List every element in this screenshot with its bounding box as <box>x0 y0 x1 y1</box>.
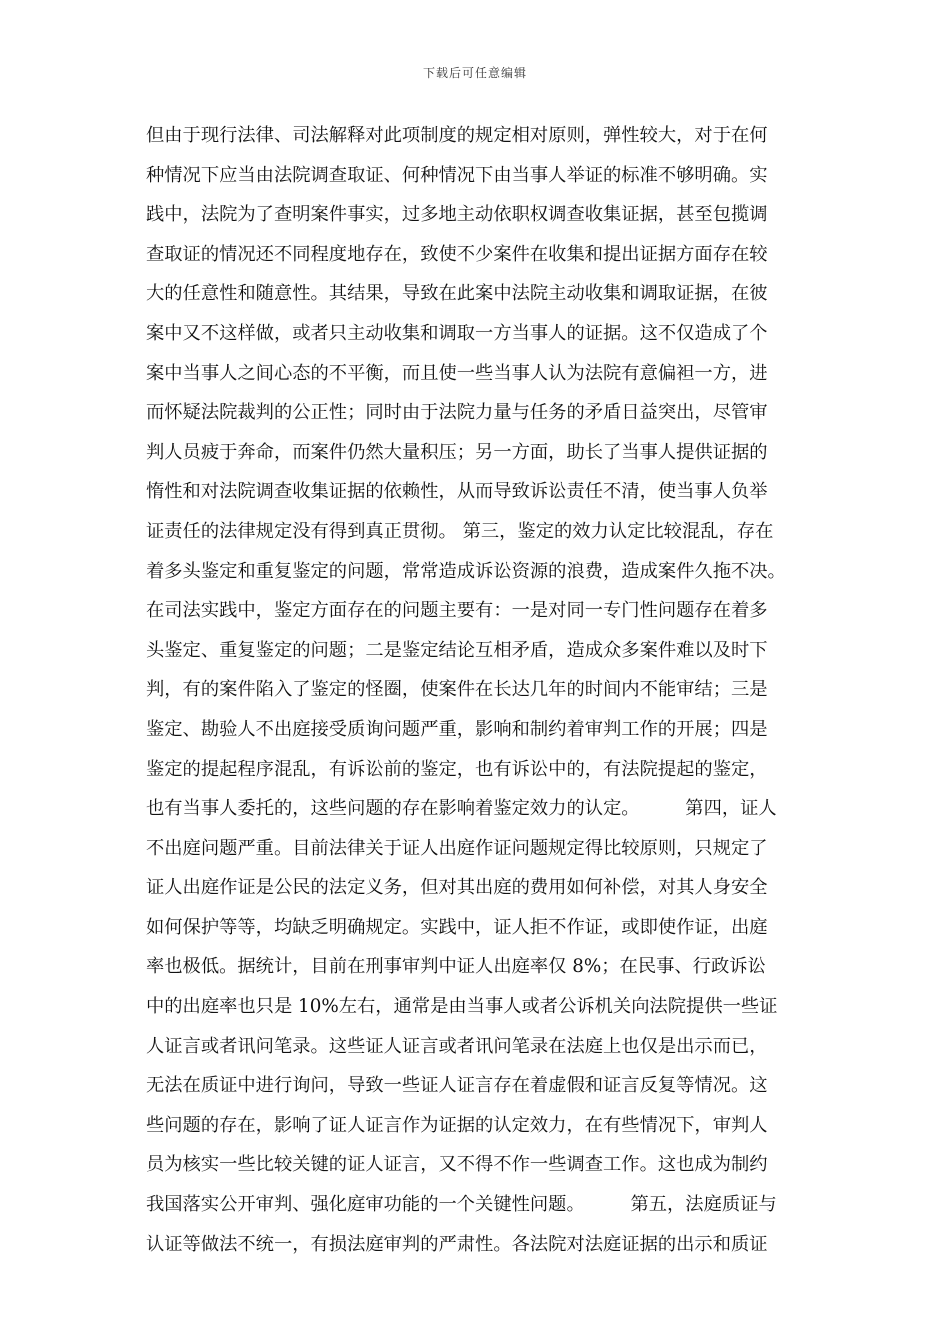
document-body <box>146 116 806 1264</box>
text-line: 案中当事人之间心态的不平衡，而且使一些当事人认为法院有意偏袒一方，进 <box>146 362 768 384</box>
text-line: 查取证的情况还不同程度地存在，致使不少案件在收集和提出证据方面存在较 <box>146 243 768 265</box>
text-line: 也有当事人委托的，这些问题的存在影响着鉴定效力的认定。 第四，证人 <box>146 798 777 820</box>
text-line: 证人出庭作证是公民的法定义务，但对其出庭的费用如何补偿，对其人身安全 <box>146 877 768 899</box>
text-line: 不出庭问题严重。目前法律关于证人出庭作证问题规定得比较原则，只规定了 <box>146 837 768 859</box>
text-line: 如何保护等等，均缺乏明确规定。实践中，证人拒不作证，或即使作证，出庭 <box>146 916 768 938</box>
text-line: 判人员疲于奔命，而案件仍然大量积压；另一方面，助长了当事人提供证据的 <box>146 441 768 463</box>
text-line: 鉴定、勘验人不出庭接受质询问题严重，影响和制约着审判工作的开展；四是 <box>146 718 768 740</box>
text-line: 员为核实一些比较关键的证人证言，又不得不作一些调查工作。这也成为制约 <box>146 1154 768 1176</box>
text-line: 在司法实践中，鉴定方面存在的问题主要有：一是对同一专门性问题存在着多 <box>146 600 768 622</box>
text-line: 头鉴定、重复鉴定的问题；二是鉴定结论互相矛盾，造成众多案件难以及时下 <box>146 639 768 661</box>
text-line: 种情况下应当由法院调查取证、何种情况下由当事人举证的标准不够明确。实 <box>146 164 768 186</box>
text-line: 率也极低。据统计，目前在刑事审判中证人出庭率仅 8%；在民事、行政诉讼 <box>146 956 766 978</box>
text-line: 而怀疑法院裁判的公正性；同时由于法院力量与任务的矛盾日益突出，尽管审 <box>146 402 768 424</box>
text-line: 无法在质证中进行询问，导致一些证人证言存在着虚假和证言反复等情况。这 <box>146 1075 768 1097</box>
text-line: 人证言或者讯问笔录。这些证人证言或者讯问笔录在法庭上也仅是出示而已， <box>146 1035 768 1057</box>
text-line: 认证等做法不统一，有损法庭审判的严肃性。各法院对法庭证据的出示和质证 <box>146 1233 768 1255</box>
text-line: 着多头鉴定和重复鉴定的问题，常常造成诉讼资源的浪费，造成案件久拖不决。 <box>146 560 786 582</box>
text-line: 判，有的案件陷入了鉴定的怪圈，使案件在长达几年的时间内不能审结；三是 <box>146 679 768 701</box>
text-line: 证责任的法律规定没有得到真正贯彻。 第三，鉴定的效力认定比较混乱，存在 <box>146 520 774 542</box>
text-line: 惰性和对法院调查收集证据的依赖性，从而导致诉讼责任不清，使当事人负举 <box>146 481 768 503</box>
text-line: 践中，法院为了查明案件事实，过多地主动依职权调查收集证据，甚至包揽调 <box>146 204 768 226</box>
text-line: 些问题的存在，影响了证人证言作为证据的认定效力，在有些情况下，审判人 <box>146 1114 768 1136</box>
text-line: 我国落实公开审判、强化庭审功能的一个关键性问题。 第五，法庭质证与 <box>146 1194 777 1216</box>
text-line: 大的任意性和随意性。其结果，导致在此案中法院主动收集和调取证据，在彼 <box>146 283 768 305</box>
page-header: 下载后可任意编辑 <box>422 66 527 80</box>
text-line: 中的出庭率也只是 10%左右，通常是由当事人或者公诉机关向法院提供一些证 <box>146 996 778 1018</box>
text-line: 但由于现行法律、司法解释对此项制度的规定相对原则，弹性较大，对于在何 <box>146 125 768 146</box>
text-line: 鉴定的提起程序混乱，有诉讼前的鉴定，也有诉讼中的，有法院提起的鉴定， <box>146 758 768 780</box>
text-line: 案中又不这样做，或者只主动收集和调取一方当事人的证据。这不仅造成了个 <box>146 322 768 344</box>
